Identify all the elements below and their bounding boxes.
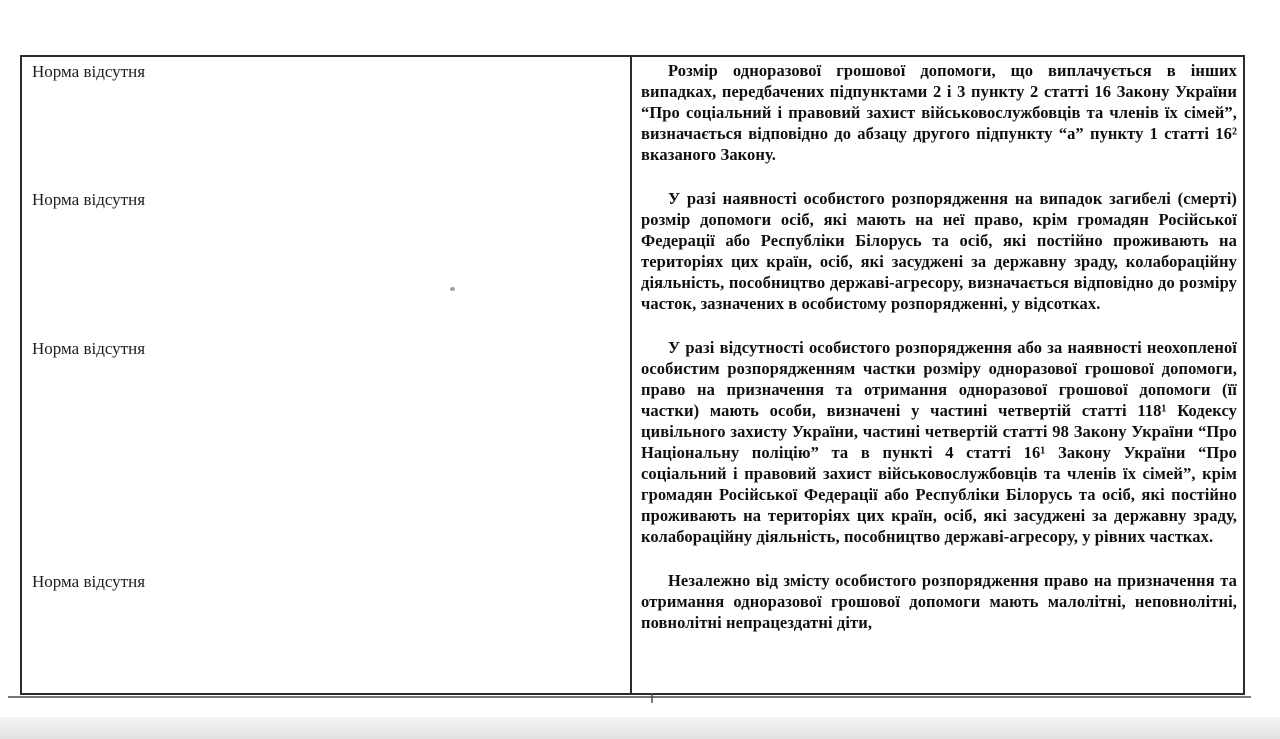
page-bottom-edge — [0, 717, 1280, 739]
provision-paragraph: У разі наявності особистого розпорядження на випадок загибелі (смерті) розмір допомоги осіб, які мають на неї право, крім громадян Російської Федерації або Республіки Білорусь та осіб, які постійно проживають на територіях цих країн, осіб, які засуджені за державну зраду, колабораційну діяльність, пособництво державі-агресору, визначається відповідно до розміру часток, зазначених в особистому розпорядженні, у відсотках. — [641, 189, 1237, 313]
norm-absent-cell — [22, 334, 632, 567]
norm-absent-label: Норма відсутня — [32, 190, 146, 209]
provision-paragraph: Незалежно від змісту особистого розпорядження право на призначення та отримання одноразової грошової допомоги мають малолітні, неповнолітні, повнолітні непрацездатні діти, — [641, 571, 1237, 632]
norm-absent-label: Норма відсутня — [32, 572, 146, 591]
norm-absent-cell — [22, 185, 632, 334]
norm-absent-label: Норма відсутня — [32, 339, 146, 358]
scan-artifact-dot — [450, 287, 455, 291]
comparison-table — [20, 55, 1245, 695]
provision-cell — [632, 185, 1243, 334]
norm-absent-cell — [22, 57, 632, 185]
provision-paragraph: У разі відсутності особистого розпорядження або за наявності неохопленої особистим розпорядженням частки розміру одноразової грошової допомоги, право на призначення та отримання одноразової грошової допомоги (її частки) мають особи, визначені у частині четвертій статті 118¹ Кодексу цивільного захисту України, частині четвертій статті 98 Закону України “Про Національну поліцію” та в пункті 4 статті 16¹ Закону України “Про соціальний і правовий захист військовослужбовців та членів їх сімей”, крім громадян Російської Федерації або Республіки Білорусь та осіб, які постійно проживають на територіях цих країн, осіб, які засуджені за державну зраду, колабораційну діяльність, пособництво державі-агресору, у рівних частках. — [641, 338, 1237, 546]
norm-absent-label: Норма відсутня — [32, 62, 146, 81]
norm-absent-cell — [22, 567, 632, 693]
provision-paragraph: Розмір одноразової грошової допомоги, що виплачується в інших випадках, передбачених підпунктами 2 і 3 пункту 2 статті 16 Закону України “Про соціальний і правовий захист військовослужбовців та членів їх сімей”, визначається відповідно до абзацу другого підпункту “а” пункту 1 статті 16² вказаного Закону. — [641, 61, 1237, 164]
provision-cell — [632, 57, 1243, 185]
scan-artifact-divider-tail — [651, 693, 653, 703]
provision-cell — [632, 567, 1243, 693]
provision-cell — [632, 334, 1243, 567]
scan-artifact-line — [8, 696, 1251, 698]
